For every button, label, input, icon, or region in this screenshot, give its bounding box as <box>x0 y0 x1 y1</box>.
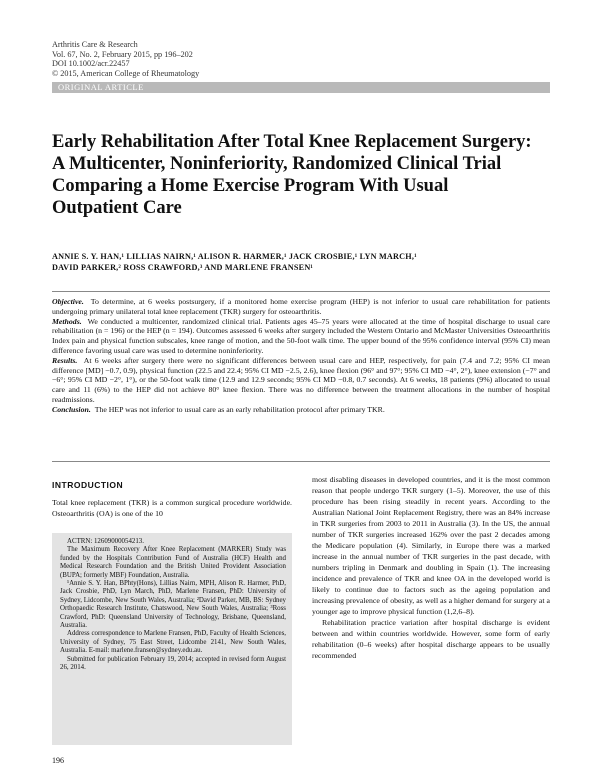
page-number: 196 <box>52 756 64 765</box>
submission-dates: Submitted for publication February 19, 2014; accepted in revised form August 26, 2014. <box>60 655 286 672</box>
conclusion-label: Conclusion. <box>52 404 91 414</box>
abstract <box>52 297 550 415</box>
abstract-conclusion <box>52 405 550 415</box>
methods-text: We conducted a multicenter, randomized clinical trial. Patients ages 45–75 years were allocated at the time of hospital discharge to usual care rehabilitation (n = 196) or the HEP (n = 194). Outcomes assessed 6 weeks after surgery included the Western Ontario and McMaster Universities Osteoarthritis Index pain and physical function subscales, knee range of motion, and the 50-foot walk time. The upper bound of the 95% confidence interval (95% CI) mean difference favoring usual care was used to determine noninferiority. <box>52 316 550 355</box>
methods-label: Methods. <box>52 316 82 326</box>
funding-note: The Maximum Recovery After Knee Replacement (MARKER) Study was funded by the Hospitals Contribution Fund of Australia (HCF) Health and Medical Research Foundation and the British United Provident Association (BUPA; formerly MBF) Foundation, Australia. <box>60 546 286 579</box>
abstract-top-rule <box>52 291 550 292</box>
abstract-results <box>52 356 550 405</box>
left-column <box>52 480 292 519</box>
journal-header <box>52 40 199 78</box>
results-text: At 6 weeks after surgery there were no significant differences between usual care and HEP, respectively, for pain (7.4 and 7.2; 95% CI mean difference [MD] −0.7, 0.9), physical function (22.5 and 22.4; 95% CI MD −2.5, 2.6), knee flexion (96° and 97°; 95% CI MD −4°, 2°), knee extension (−7° and −6°; 95% CI MD −2°, 1°), or the 50-foot walk time (12.9 and 12.9 seconds; 95% CI MD −0.8, 0.7 seconds). At 6 weeks, 18 patients (9%) allocated to usual care and 11 (6%) to the HEP did not achieve 80° knee flexion. There was no difference between the treatment allocations in the number of hospital readmissions. <box>52 355 550 404</box>
footnote-box <box>52 533 292 745</box>
correspondence-note: Address correspondence to Marlene Fransen, PhD, Faculty of Health Sciences, University of Sydney, 75 East Street, Lidcombe 2141, New South Wales, Australia. E-mail: marlene.fransen@sydney.edu.au. <box>60 630 286 655</box>
right-column <box>312 474 550 661</box>
journal-volume: Vol. 67, No. 2, February 2015, pp 196–202 <box>52 49 193 59</box>
article-title: Early Rehabilitation After Total Knee Replacement Surgery: A Multicenter, Noninferiority, Randomized Clinical Trial Comparing a Home Exercise Program With Usual Outpatient Care <box>52 132 532 218</box>
conclusion-text: The HEP was not inferior to usual care as an early rehabilitation protocol after primary TKR. <box>94 404 385 414</box>
journal-copyright: © 2015, American College of Rheumatology <box>52 68 200 78</box>
author-list <box>52 251 550 273</box>
author-line-1: ANNIE S. Y. HAN,¹ LILLIAS NAIRN,¹ ALISON R. HARMER,¹ JACK CROSBIE,¹ LYN MARCH,¹ <box>52 252 417 261</box>
trial-registration: ACTRN: 12609000054213. <box>67 538 144 545</box>
affiliations-note: ¹Annie S. Y. Han, BPhty(Hons), Lillias Nairn, MPH, Alison R. Harmer, PhD, Jack Crosbie, PhD, Lyn March, PhD, Marlene Fransen, PhD: University of Sydney, Lidcombe, New South Wales, Australia; ²David Parker, MB, BS: Sydney Orthopaedic Research Institute, Chatswood, New South Wales, Australia; ³Ross Crawford, PhD: Queensland University of Technology, Brisbane, Queensland, Australia. <box>60 580 286 630</box>
author-line-2: DAVID PARKER,² ROSS CRAWFORD,³ AND MARLENE FRANSEN¹ <box>52 263 314 272</box>
abstract-objective <box>52 297 550 317</box>
section-label: ORIGINAL ARTICLE <box>52 82 550 93</box>
objective-label: Objective. <box>52 297 84 306</box>
introduction-right-text-2: Rehabilitation practice variation after hospital discharge is evident between and within countries worldwide. However, some form of early rehabilitation (0–6 weeks) after hospital discharge appears to be usually recommended <box>312 618 550 660</box>
objective-text: To determine, at 6 weeks postsurgery, if a monitored home exercise program (HEP) is not inferior to usual care rehabilitation for patients undergoing primary unilateral total knee replacement (TKR) surgery for osteoarthritis. <box>52 297 550 316</box>
abstract-bottom-rule <box>52 461 550 462</box>
introduction-heading: INTRODUCTION <box>52 480 124 490</box>
results-label: Results. <box>52 355 78 365</box>
journal-name: Arthritis Care & Research <box>52 40 138 49</box>
journal-doi: DOI 10.1002/acr.22457 <box>52 59 130 69</box>
introduction-left-text: Total knee replacement (TKR) is a common surgical procedure worldwide. Osteoarthritis (OA) is one of the 10 <box>52 498 292 518</box>
introduction-right-text-1: most disabling diseases in developed countries, and it is the most common reason that people undergo TKR surgery (1–5). Moreover, the use of this procedure has been rising steadily in recent years. According to the Australian National Joint Replacement Registry, there was an 84% increase in TKR surgeries from 2003 to 2011 in Australia (3). In the US, the annual number of TKR surgeries increased 162% over the past 2 decades among the Medicare population (4). Similarly, in Europe there was a marked increase in the annual number of TKR surgeries in the past decade, with numbers tripling in Denmark and doubling in Spain (1). The increasing incidence and prevalence of TKR and knee OA in the developed world is likely to continue due to factors such as the ageing population and increasing prevalence of obesity, as well as a higher demand for surgery at a younger age to improve physical function (1,2,6–8). <box>312 475 550 616</box>
abstract-methods <box>52 317 550 356</box>
